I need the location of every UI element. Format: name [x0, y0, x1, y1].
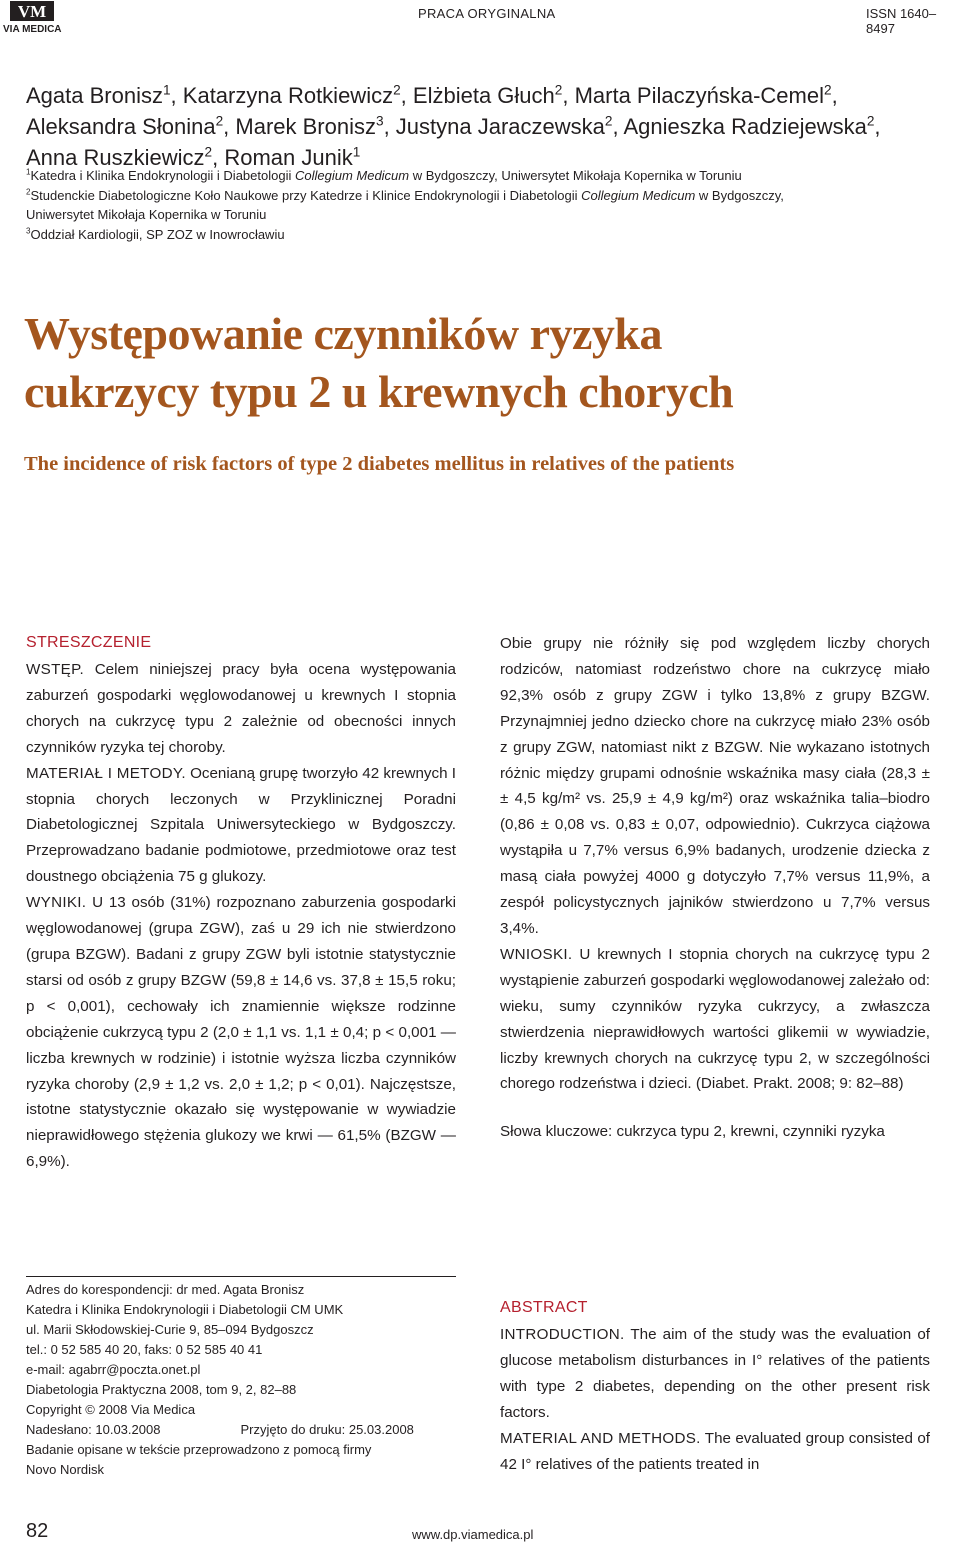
author-line: Agata Bronisz$^1$, Katarzyna Rotkiewicz$^2$, Elżbieta Głuch$^2$, Marta Pilaczyńska-Cemel$^2$, [26, 82, 838, 108]
author-line: Anna Ruszkiewicz$^2$, Roman Junik$^1$ [26, 144, 361, 170]
affiliation: $^1$Katedra i Klinika Endokrynologii i Diabetologii Collegium Medicum w Bydgoszczy, Uniwersytet Mikołaja Kopernika w Toruniu [26, 167, 742, 183]
wyniki-label: WYNIKI. [26, 894, 87, 912]
correspondence-line: tel.: 0 52 585 40 20, faks: 0 52 585 40 41 [26, 1342, 263, 1357]
wyniki-paragraph: WYNIKI. U 13 osób (31%) rozpoznano zaburzenia gospodarki węglowodanowej (grupa ZGW), zaś u 29 ich nie stwierdzono (grupa BZGW). Badani z grupy ZGW byli istotnie statystycznie starsi od osób z grupy BZGW (59,8 ± 14,6 vs. 37,8 ± 15,5 roku; p < 0,001), cechowały ich znamiennie większe rodzinne obciążenie cukrzycą typu 2 (2,0 ± 1,1 vs. 1,1 ± 0,4; p < 0,001 — liczba krewnych w rodzinie) i istotnie wyższa liczba czynników ryzyka choroby (2,9 ± 1,2 vs. 2,0 ± 1,2; p < 0,01). Najczęstsze, istotne statystycznie okazało się występowanie w wywiadzie nieprawidłowego stężenia glukozy we krwi — 61,5% (BZGW — 6,9%). [26, 894, 456, 1171]
dates [26, 1420, 466, 1440]
wnioski-label: WNIOSKI. [500, 945, 573, 963]
affiliation: $^3$Oddział Kardiologii, SP ZOZ w Inowrocławiu [26, 226, 285, 242]
article-title [24, 305, 934, 421]
title-line: Występowanie czynników ryzyka [24, 308, 663, 359]
introduction-label: INTRODUCTION. [500, 1326, 625, 1343]
affiliation: Uniwersytet Mikołaja Kopernika w Toruniu [26, 207, 267, 222]
author-list [26, 80, 936, 173]
author: Katarzyna Rotkiewicz$^2$ [182, 82, 401, 108]
date-submitted: Nadesłano: 10.03.2008 [26, 1422, 161, 1437]
streszczenie-heading: STRESZCZENIE [26, 634, 152, 651]
logo-mark [2, 0, 72, 34]
abstract-en [500, 1296, 930, 1477]
journal-info: Diabetologia Praktyczna 2008, tom 9, 2, 82–88 [26, 1382, 297, 1397]
divider [26, 1276, 456, 1277]
keywords: Słowa kluczowe: cukrzyca typu 2, krewni, czynniki ryzyka [500, 1123, 885, 1141]
results-continued: Obie grupy nie różniły się pod względem liczby chorych rodziców, natomiast rodzeństwo chore na cukrzycę miało 92,3% osób z grupy ZGW i tylko 13,8% z grupy BZGW. Przynajmniej jedno dziecko chore na cukrzycę miało 23% osób z grupy ZGW, natomiast nikt z BZGW. Nie wykazano istotnych różnic między grupami odnośnie wskaźnika masy ciała (28,3 ± ± 4,5 kg/m² vs. 25,9 ± 4,9 kg/m²) oraz wskaźnika talia–biodro (0,86 ± 0,08 vs. 0,83 ± 0,07, odpowiednio). Cukrzyca ciążowa wystąpiła u 7,7% versus 6,9% badanych, urodzenie dziecka z masą ciała powyżej 4000 g dotyczyło 7,7% versus 11,9%, a zespół policystycznych jajników stwierdzono u 7,7% versus 3,4%. [500, 635, 930, 937]
methods-paragraph: MATERIAL AND METHODS. The evaluated group consisted of 42 I° relatives of the patients treated in [500, 1429, 930, 1473]
funding-note: Badanie opisane w tekście przeprowadzono z pomocą firmy [26, 1442, 372, 1457]
metody-paragraph: MATERIAŁ I METODY. Ocenianą grupę tworzyło 42 krewnych I stopnia chorych leczonych w Przyklinicznej Poradni Diabetologicznej Szpitala Uniwersyteckiego w Bydgoszczy. Przeprowadzano badanie podmiotowe, przedmiotowe oraz test doustnego obciążenia 75 g glukozy. [26, 764, 456, 886]
metody-label: MATERIAŁ I METODY. [26, 764, 186, 782]
logo-letters: VM [17, 2, 47, 21]
author-line: Aleksandra Słonina$^2$, Marek Bronisz$^3$, Justyna Jaraczewska$^2$, Agnieszka Radziejewska$^2$, [26, 113, 881, 139]
logo-subtext: VIA MEDICA [3, 24, 62, 34]
abstract-pl-left [26, 631, 456, 1175]
issn: ISSN 1640–8497 [866, 6, 937, 36]
copyright: Copyright © 2008 Via Medica [26, 1402, 196, 1417]
wstep-label: WSTĘP. [26, 661, 85, 678]
abstract-heading: ABSTRACT [500, 1299, 588, 1316]
correspondence-line: Adres do korespondencji: dr med. Agata Bronisz [26, 1282, 305, 1297]
affiliation: $^2$Studenckie Diabetologiczne Koło Naukowe przy Katedrze i Klinice Endokrynologii i Diabetologii Collegium Medicum w Bydgoszczy, [26, 187, 784, 203]
methods-label: MATERIAL AND METHODS. [500, 1429, 701, 1447]
date-accepted: Przyjęto do druku: 25.03.2008 [240, 1422, 414, 1437]
via-medica-logo [2, 0, 72, 34]
author: Marek Bronisz$^3$ [235, 113, 384, 139]
correspondence-box [26, 1280, 466, 1480]
author: Agata Bronisz$^1$ [26, 82, 171, 108]
author: Anna Ruszkiewicz$^2$ [26, 144, 213, 170]
wnioski-paragraph: WNIOSKI. U krewnych I stopnia chorych na cukrzycę typu 2 wystąpienie zaburzeń gospodarki węglowodanowej zależało od: wieku, sumy czynników ryzyka cukrzycy, a zwłaszcza stwierdzenia nieprawidłowych wartości glikemii w wywiadzie, liczby krewnych chorych na cukrzycę typu 2, w szczególności chorego rodzeństwa i dzieci. (Diabet. Prakt. 2008; 9: 82–88) [500, 945, 930, 1093]
author: Aleksandra Słonina$^2$ [26, 113, 224, 139]
english-title: The incidence of risk factors of type 2 diabetes mellitus in relatives of the patients [24, 453, 735, 475]
author: Marta Pilaczyńska-Cemel$^2$ [574, 82, 832, 108]
citation: (Diabet. Prakt. 2008; 9: 82–88) [695, 1075, 904, 1093]
abstract-pl-right [500, 631, 930, 1145]
introduction-paragraph: INTRODUCTION. The aim of the study was the evaluation of glucose metabolism disturbances in I° relatives of the patients with type 2 diabetes, depending on the other present risk factors. [500, 1326, 930, 1421]
page-number: 82 [26, 1520, 49, 1542]
author: Justyna Jaraczewska$^2$ [395, 113, 613, 139]
correspondence-line: Katedra i Klinika Endokrynologii i Diabetologii CM UMK [26, 1302, 344, 1317]
author: Roman Junik$^1$ [224, 144, 361, 170]
article-type: PRACA ORYGINALNA [418, 6, 556, 21]
author: Elżbieta Głuch$^2$ [412, 82, 563, 108]
affiliations [26, 166, 936, 244]
funding-sponsor: Novo Nordisk [26, 1462, 105, 1477]
correspondence-line: ul. Marii Skłodowskiej-Curie 9, 85–094 Bydgoszcz [26, 1322, 314, 1337]
wstep-paragraph: WSTĘP. Celem niniejszej pracy była ocena występowania zaburzeń gospodarki węglowodanowej u krewnych I stopnia chorych na cukrzycę typu 2 zależnie od obecności innych czynników ryzyka tej choroby. [26, 661, 456, 756]
journal-url[interactable]: www.dp.viamedica.pl [412, 1527, 534, 1542]
title-line: cukrzycy typu 2 u krewnych chorych [24, 366, 734, 417]
email-link[interactable]: e-mail: agabrr@poczta.onet.pl [26, 1362, 201, 1377]
author: Agnieszka Radziejewska$^2$ [623, 113, 875, 139]
